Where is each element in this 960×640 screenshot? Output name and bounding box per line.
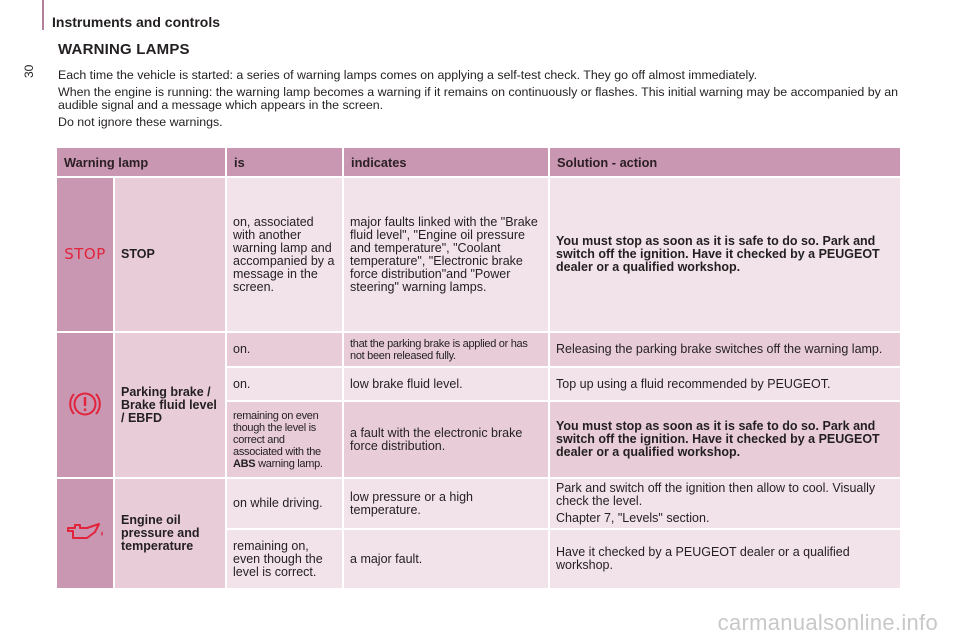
lamp-name: STOP [115,178,227,333]
solution-line: Chapter 7, "Levels" section. [556,511,710,525]
page-title: WARNING LAMPS [58,41,190,58]
brake-lamp-cell [57,333,115,479]
lamp-name: Parking brake / Brake fluid level / EBFD [115,333,227,479]
lamp-solution [550,479,902,530]
watermark: carmanualsonline.info [717,610,938,635]
intro-paragraph: Each time the vehicle is started: a series of warning lamps comes on applying a self-test check. They go off almost immediately. [58,68,758,82]
lamp-state: on while driving. [227,479,344,530]
lamp-solution: Releasing the parking brake switches off the warning lamp. [550,333,902,368]
intro-text [58,69,908,133]
intro-paragraph: When the engine is running: the warning lamp becomes a warning if it remains on continuously or flashes. This initial warning may be accompanied by an audible signal and a message which appears in the screen. [58,85,899,112]
abs-label: ABS [233,457,256,470]
state-text: remaining on even though the level is correct and associated with the [233,409,321,458]
lamp-solution: You must stop as soon as it is safe to do so. Park and switch off the ignition. Have it checked by a PEUGEOT dealer or a qualified workshop. [550,402,902,479]
column-header: indicates [344,148,550,178]
stop-warning-icon: STOP [64,244,106,263]
warning-lamps-table [57,148,902,590]
lamp-state: remaining on, even though the level is correct. [227,530,344,590]
lamp-indication: a fault with the electronic brake force distribution. [344,402,550,479]
lamp-state: on. [227,333,344,368]
lamp-indication: major faults linked with the "Brake fluid level", "Engine oil pressure and temperature", "Coolant temperature", "Electronic brake force distribution"and "Power steering" warning lamps. [344,178,550,333]
lamp-indication: that the parking brake is applied or has not been released fully. [344,333,550,368]
header-accent-bar [42,0,44,30]
table-row [57,479,902,530]
section-header: Instruments and controls [52,14,221,30]
lamp-indication: low pressure or a high temperature. [344,479,550,530]
column-header: Solution - action [550,148,902,178]
lamp-solution: Top up using a fluid recommended by PEUGEOT. [550,368,902,402]
table-row [57,178,902,333]
lamp-solution: Have it checked by a PEUGEOT dealer or a qualified workshop. [550,530,902,590]
lamp-indication: low brake fluid level. [344,368,550,402]
lamp-indication: a major fault. [344,530,550,590]
brake-warning-icon [68,387,102,421]
lamp-state: on, associated with another warning lamp and accompanied by a message in the screen. [227,178,344,333]
column-header: Warning lamp [57,148,227,178]
state-text: warning lamp. [258,457,323,470]
intro-paragraph: Do not ignore these warnings. [58,115,223,129]
lamp-name: Engine oil pressure and temperature [115,479,227,590]
table-header-row [57,148,902,178]
lamp-state: on. [227,368,344,402]
table-row [57,333,902,368]
column-header: is [227,148,344,178]
oil-lamp-cell [57,479,115,590]
page-number: 30 [22,64,36,78]
lamp-state [227,402,344,479]
solution-line: Park and switch off the ignition then allow to cool. Visually check the level. [556,481,876,508]
oil-can-icon [65,519,105,545]
lamp-solution: You must stop as soon as it is safe to do so. Park and switch off the ignition. Have it checked by a PEUGEOT dealer or a qualified workshop. [550,178,902,333]
stop-lamp-cell [57,178,115,333]
